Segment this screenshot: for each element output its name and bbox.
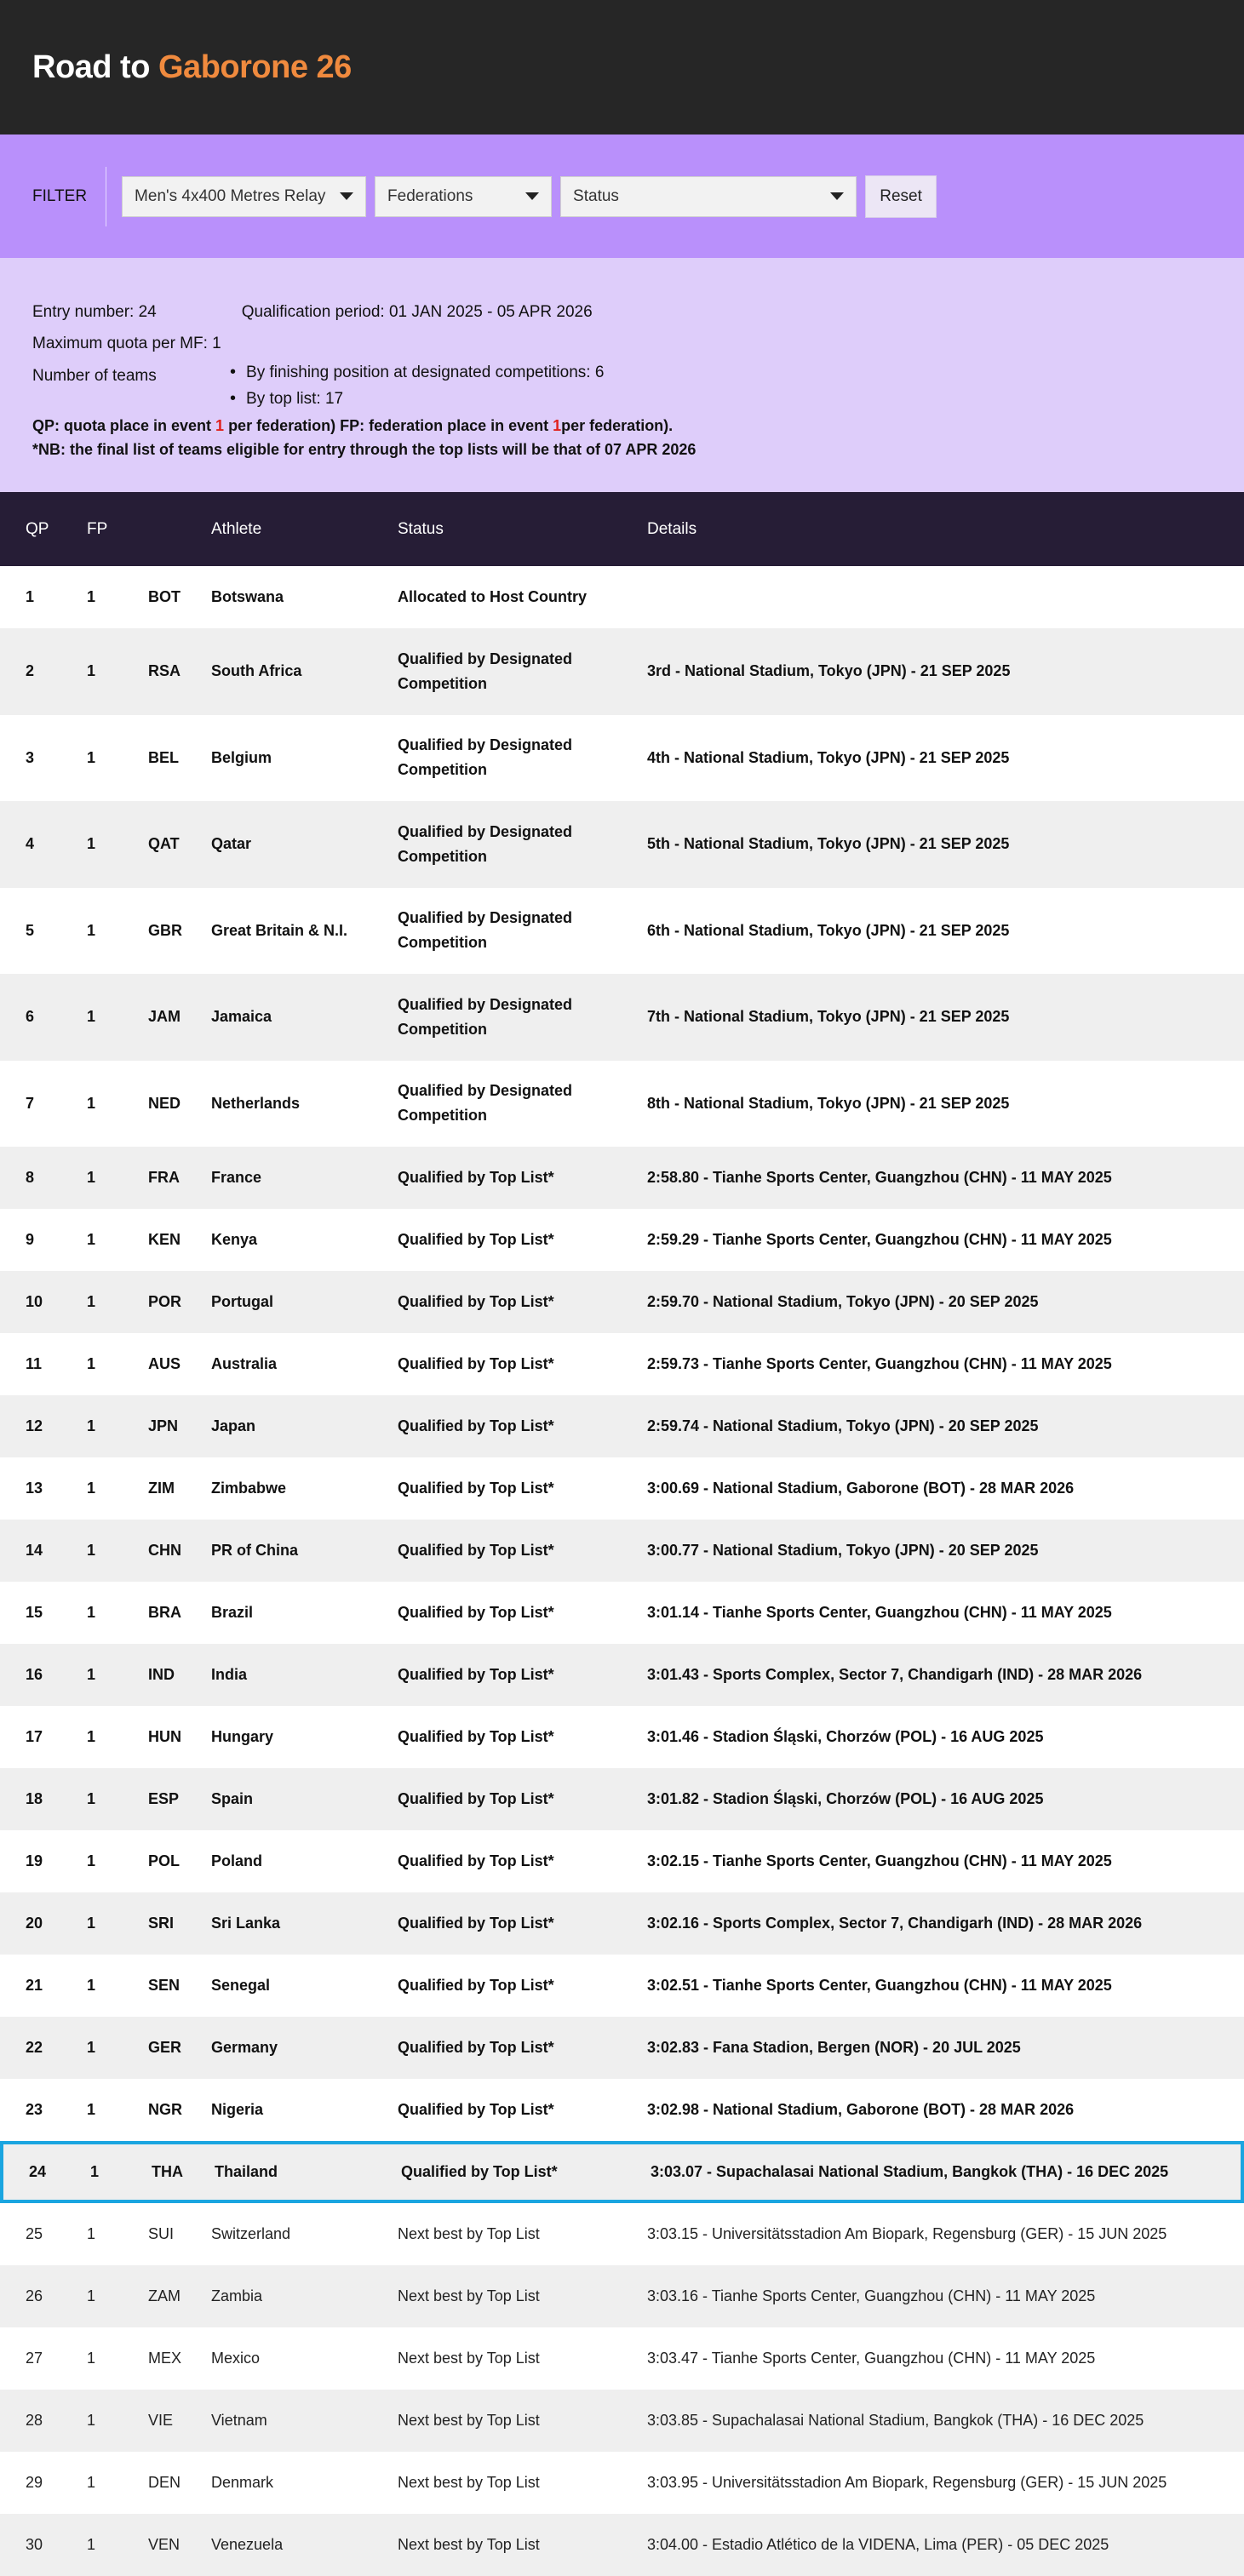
table-row[interactable] [0, 801, 1244, 888]
cell-qp: 27 [26, 2350, 43, 2367]
cell-athlete: Senegal [211, 1977, 271, 1994]
cell-country-code: SUI [148, 2225, 175, 2242]
note-number: 1 [553, 417, 562, 434]
cell-status: Qualified by Designated Competition [398, 650, 573, 692]
cell-athlete: Sri Lanka [211, 1915, 281, 1932]
cell-qp: 18 [26, 1790, 43, 1807]
cell-fp: 1 [87, 1915, 96, 1932]
legend-notes [32, 414, 1212, 461]
cell-fp: 1 [87, 1542, 96, 1559]
cell-fp: 1 [87, 1666, 96, 1683]
cell-athlete: Kenya [211, 1231, 258, 1248]
cell-qp: 4 [26, 835, 35, 853]
cell-qp: 5 [26, 921, 35, 939]
cell-athlete: France [211, 1169, 262, 1186]
cell-qp: 14 [26, 1542, 43, 1559]
cell-status: Qualified by Top List* [398, 1480, 554, 1497]
cell-country-code: SRI [148, 1915, 175, 1932]
teams-item: • By top list: 17 [230, 386, 604, 412]
cell-qp: 28 [26, 2412, 43, 2429]
col-athlete-header[interactable]: Athlete [211, 519, 262, 538]
filter-bar [0, 135, 1244, 258]
cell-athlete: Great Britain & N.I. [211, 921, 348, 939]
cell-country-code: GBR [148, 921, 182, 939]
cell-status: Qualified by Top List* [398, 2101, 554, 2118]
cell-athlete: Hungary [211, 1728, 274, 1745]
col-status-header[interactable]: Status [398, 520, 444, 538]
teams-list [221, 359, 604, 412]
cell-fp: 1 [87, 1790, 96, 1807]
cell-qp: 21 [26, 1977, 43, 1994]
table-row[interactable] [0, 1457, 1244, 1520]
cell-athlete: Switzerland [211, 2225, 291, 2242]
cell-qp: 16 [26, 1666, 43, 1683]
cell-country-code: ESP [148, 1790, 180, 1807]
table-row[interactable] [0, 1061, 1244, 1148]
cell-qp: 19 [26, 1852, 43, 1869]
cell-athlete: Vietnam [211, 2412, 267, 2429]
table-row[interactable] [0, 566, 1244, 628]
cell-details: 3:01.82 - Stadion Śląski, Chorzów (POL) - 16 AUG 2025 [647, 1790, 1044, 1807]
cell-country-code: AUS [148, 1355, 181, 1372]
cell-status: Qualified by Top List* [398, 1977, 554, 1994]
cell-athlete: Netherlands [211, 1094, 301, 1112]
cell-details: 3:01.46 - Stadion Śląski, Chorzów (POL) - 16 AUG 2025 [647, 1728, 1044, 1745]
cell-fp: 1 [87, 921, 96, 939]
cell-details: 3:03.95 - Universitätsstadion Am Biopark, Regensburg (GER) - 15 JUN 2025 [647, 2474, 1167, 2491]
table-row[interactable] [0, 1147, 1244, 1209]
cell-details: 2:58.80 - Tianhe Sports Center, Guangzhou (CHN) - 11 MAY 2025 [647, 1169, 1112, 1186]
cell-details: 6th - National Stadium, Tokyo (JPN) - 21 SEP 2025 [647, 921, 1010, 939]
cell-status: Qualified by Designated Competition [398, 1082, 573, 1125]
cell-status: Qualified by Top List* [398, 1915, 554, 1932]
note-text: per federation) FP: federation place in event [224, 417, 553, 434]
cell-fp: 1 [87, 588, 96, 605]
entry-number: Entry number: 24 [32, 302, 157, 321]
cell-status: Qualified by Top List* [398, 1604, 554, 1621]
cell-fp: 1 [87, 1293, 96, 1310]
cell-athlete: Germany [211, 2039, 278, 2056]
cell-qp: 24 [29, 2163, 47, 2180]
cell-qp: 6 [26, 1008, 35, 1026]
cell-country-code: BRA [148, 1604, 181, 1621]
table-row[interactable] [0, 2452, 1244, 2514]
table-row[interactable] [0, 1582, 1244, 1644]
cell-country-code: DEN [148, 2474, 181, 2491]
cell-status: Qualified by Top List* [398, 1542, 554, 1559]
cell-status: Next best by Top List [398, 2474, 540, 2491]
info-entry-row [32, 296, 1212, 328]
cell-fp: 1 [87, 2412, 96, 2429]
cell-country-code: QAT [148, 835, 180, 853]
reset-button[interactable]: Reset [865, 175, 937, 218]
chevron-down-icon [525, 192, 539, 200]
cell-athlete: Poland [211, 1852, 263, 1869]
cell-fp: 1 [87, 2474, 96, 2491]
cell-fp: 1 [87, 1604, 96, 1621]
table-row[interactable] [0, 1955, 1244, 2017]
cell-country-code: KEN [148, 1231, 181, 1248]
cell-fp: 1 [87, 1728, 96, 1745]
cell-status: Qualified by Top List* [398, 2039, 554, 2056]
cell-athlete: Zimbabwe [211, 1480, 287, 1497]
cell-details: 3:02.16 - Sports Complex, Sector 7, Chandigarh (IND) - 28 MAR 2026 [647, 1915, 1143, 1932]
cell-athlete: Thailand [215, 2163, 278, 2180]
table-row[interactable] [0, 888, 1244, 975]
cell-athlete: Spain [211, 1790, 254, 1807]
cell-country-code: SEN [148, 1977, 181, 1994]
cell-fp: 1 [90, 2163, 100, 2180]
cell-details: 3:03.16 - Tianhe Sports Center, Guangzhou (CHN) - 11 MAY 2025 [647, 2287, 1096, 2304]
cell-fp: 1 [87, 835, 96, 853]
cell-details: 3:03.47 - Tianhe Sports Center, Guangzhou (CHN) - 11 MAY 2025 [647, 2350, 1096, 2367]
cell-country-code: VIE [148, 2412, 174, 2429]
cell-country-code: THA [152, 2163, 183, 2180]
cell-status: Qualified by Top List* [401, 2163, 558, 2180]
table-row[interactable] [0, 1644, 1244, 1706]
cell-qp: 11 [26, 1355, 43, 1372]
cell-athlete: Mexico [211, 2350, 261, 2367]
col-qp-header[interactable]: QP [26, 519, 49, 538]
cell-fp: 1 [87, 1977, 96, 1994]
cell-athlete: Portugal [211, 1293, 274, 1310]
cell-details: 4th - National Stadium, Tokyo (JPN) - 21 SEP 2025 [647, 748, 1010, 766]
cell-country-code: FRA [148, 1169, 180, 1186]
cell-country-code: NED [148, 1094, 181, 1112]
cell-qp: 29 [26, 2474, 43, 2491]
cell-fp: 1 [87, 748, 96, 766]
table-row[interactable] [0, 2017, 1244, 2079]
cell-athlete: PR of China [211, 1542, 298, 1559]
cell-athlete: Qatar [211, 835, 252, 853]
cell-status: Qualified by Top List* [398, 1231, 554, 1248]
table-row[interactable] [0, 1706, 1244, 1768]
cell-status: Qualified by Top List* [398, 1293, 554, 1310]
cell-country-code: HUN [148, 1728, 181, 1745]
nb-note: *NB: the final list of teams eligible for entry through the top lists will be that of 07 APR 2026 [32, 441, 697, 458]
teams-label: Number of teams [32, 367, 157, 385]
table-row[interactable] [0, 1892, 1244, 1955]
qualification-table-body [0, 566, 1244, 2576]
cell-fp: 1 [87, 1355, 96, 1372]
table-row[interactable] [0, 1830, 1244, 1892]
cell-qp: 23 [26, 2101, 43, 2118]
cell-fp: 1 [87, 1169, 96, 1186]
cell-country-code: POR [148, 1293, 182, 1310]
cell-fp: 1 [87, 1094, 96, 1112]
cell-country-code: GER [148, 2039, 182, 2056]
cell-athlete: Nigeria [211, 2101, 264, 2118]
cell-details: 2:59.74 - National Stadium, Tokyo (JPN) - 20 SEP 2025 [647, 1417, 1039, 1434]
cell-country-code: VEN [148, 2536, 181, 2553]
cell-country-code: RSA [148, 662, 181, 680]
cell-qp: 30 [26, 2536, 43, 2553]
table-row[interactable] [0, 2265, 1244, 2327]
chevron-down-icon [830, 192, 844, 200]
cell-status: Qualified by Designated Competition [398, 909, 573, 952]
filter-label: FILTER [32, 167, 106, 226]
cell-status: Next best by Top List [398, 2225, 540, 2242]
federations-select[interactable] [375, 176, 552, 217]
qp-fp-note [32, 414, 1212, 438]
cell-athlete: Zambia [211, 2287, 263, 2304]
cell-athlete: Brazil [211, 1604, 254, 1621]
status-select[interactable] [560, 176, 857, 217]
table-row[interactable] [0, 974, 1244, 1061]
cell-qp: 22 [26, 2039, 43, 2056]
cell-status: Next best by Top List [398, 2287, 540, 2304]
cell-status: Qualified by Top List* [398, 1169, 554, 1186]
table-row[interactable] [0, 2514, 1244, 2576]
cell-status: Next best by Top List [398, 2412, 540, 2429]
table-row[interactable] [0, 1271, 1244, 1333]
page-title[interactable] [32, 49, 352, 86]
event-select[interactable] [122, 176, 366, 217]
teams-item: • By finishing position at designated competitions: 6 [230, 359, 604, 386]
cell-qp: 12 [26, 1417, 43, 1434]
cell-details: 3rd - National Stadium, Tokyo (JPN) - 21 SEP 2025 [647, 662, 1011, 680]
cell-qp: 25 [26, 2225, 43, 2242]
cell-qp: 26 [26, 2287, 43, 2304]
cell-details: 3:01.43 - Sports Complex, Sector 7, Chandigarh (IND) - 28 MAR 2026 [647, 1666, 1143, 1683]
cell-fp: 1 [87, 662, 96, 680]
status-select-value: Status [573, 186, 619, 205]
qualification-period: Qualification period: 01 JAN 2025 - 05 APR 2026 [241, 302, 593, 321]
cell-country-code: IND [148, 1666, 175, 1683]
cell-details: 3:02.51 - Tianhe Sports Center, Guangzhou (CHN) - 11 MAY 2025 [647, 1977, 1112, 1994]
cell-status: Qualified by Top List* [398, 1666, 554, 1683]
note-text: per federation). [561, 417, 674, 434]
chevron-down-icon [340, 192, 353, 200]
cell-fp: 1 [87, 1417, 96, 1434]
cell-athlete: Jamaica [211, 1008, 272, 1026]
cell-fp: 1 [87, 1231, 96, 1248]
cell-details: 3:03.85 - Supachalasai National Stadium, Bangkok (THA) - 16 DEC 2025 [647, 2412, 1144, 2429]
cell-qp: 9 [26, 1231, 35, 1248]
cell-country-code: NGR [148, 2101, 182, 2118]
cell-qp: 13 [26, 1480, 43, 1497]
cell-fp: 1 [87, 1480, 96, 1497]
cell-status: Qualified by Designated Competition [398, 822, 573, 865]
event-select-value: Men's 4x400 Metres Relay [135, 186, 326, 205]
cell-status: Allocated to Host Country [398, 588, 588, 605]
table-row[interactable] [0, 628, 1244, 715]
cell-fp: 1 [87, 2039, 96, 2056]
cell-details: 7th - National Stadium, Tokyo (JPN) - 21 SEP 2025 [647, 1008, 1010, 1026]
cell-qp: 8 [26, 1169, 35, 1186]
cell-country-code: POL [148, 1852, 181, 1869]
cell-fp: 1 [87, 1852, 96, 1869]
federations-select-value: Federations [387, 186, 473, 205]
cell-qp: 20 [26, 1915, 43, 1932]
table-row[interactable] [0, 2079, 1244, 2141]
cell-country-code: MEX [148, 2350, 182, 2367]
title-prefix: Road to [32, 49, 150, 85]
cell-status: Qualified by Top List* [398, 1852, 554, 1869]
table-row[interactable] [0, 1333, 1244, 1395]
col-details-header: Details [647, 519, 697, 538]
cell-qp: 10 [26, 1293, 43, 1310]
table-row[interactable] [0, 2141, 1244, 2203]
cell-fp: 1 [87, 1008, 96, 1026]
cell-country-code: CHN [148, 1542, 181, 1559]
cell-details: 3:02.15 - Tianhe Sports Center, Guangzhou (CHN) - 11 MAY 2025 [647, 1852, 1112, 1869]
cell-status: Qualified by Top List* [398, 1728, 554, 1745]
cell-details: 3:00.77 - National Stadium, Tokyo (JPN) - 20 SEP 2025 [647, 1542, 1039, 1559]
cell-fp: 1 [87, 2101, 96, 2118]
note-number: 1 [215, 417, 225, 434]
cell-details: 3:04.00 - Estadio Atlético de la VIDENA, Lima (PER) - 05 DEC 2025 [647, 2536, 1109, 2553]
cell-qp: 15 [26, 1604, 43, 1621]
cell-details: 8th - National Stadium, Tokyo (JPN) - 21 SEP 2025 [647, 1094, 1010, 1112]
cell-athlete: Australia [211, 1355, 278, 1372]
cell-athlete: Botswana [211, 588, 284, 605]
table-row[interactable] [0, 2203, 1244, 2265]
cell-details: 2:59.29 - Tianhe Sports Center, Guangzhou (CHN) - 11 MAY 2025 [647, 1231, 1112, 1248]
event-info-panel [0, 258, 1244, 492]
cell-country-code: JPN [148, 1417, 179, 1434]
cell-status: Qualified by Top List* [398, 1417, 554, 1434]
cell-status: Next best by Top List [398, 2350, 540, 2367]
cell-athlete: Venezuela [211, 2536, 284, 2553]
max-quota: Maximum quota per MF: 1 [32, 334, 221, 352]
table-header [0, 492, 1244, 566]
cell-qp: 3 [26, 748, 35, 766]
table-row[interactable] [0, 1768, 1244, 1830]
cell-country-code: BEL [148, 748, 179, 766]
cell-fp: 1 [87, 2350, 96, 2367]
table-row[interactable] [0, 1209, 1244, 1271]
cell-status: Qualified by Designated Competition [398, 995, 573, 1038]
cell-qp: 7 [26, 1094, 35, 1112]
cell-details: 3:02.98 - National Stadium, Gaborone (BOT) - 28 MAR 2026 [647, 2101, 1075, 2118]
cell-qp: 17 [26, 1728, 43, 1745]
cell-details: 3:01.14 - Tianhe Sports Center, Guangzhou (CHN) - 11 MAY 2025 [647, 1604, 1112, 1621]
table-row[interactable] [0, 2327, 1244, 2390]
cell-country-code: ZAM [148, 2287, 181, 2304]
cell-athlete: Denmark [211, 2474, 274, 2491]
cell-status: Qualified by Top List* [398, 1790, 554, 1807]
note-text: QP: quota place in event [32, 417, 216, 434]
cell-status: Qualified by Designated Competition [398, 736, 573, 779]
table-row[interactable] [0, 715, 1244, 802]
cell-athlete: India [211, 1666, 248, 1683]
table-row[interactable] [0, 1395, 1244, 1457]
cell-details: 3:03.15 - Universitätsstadion Am Biopark, Regensburg (GER) - 15 JUN 2025 [647, 2225, 1167, 2242]
site-header [0, 0, 1244, 135]
table-row[interactable] [0, 2390, 1244, 2452]
title-accent: Gaborone 26 [158, 49, 352, 85]
cell-details: 3:00.69 - National Stadium, Gaborone (BOT) - 28 MAR 2026 [647, 1480, 1075, 1497]
cell-country-code: ZIM [148, 1480, 175, 1497]
cell-details: 3:03.07 - Supachalasai National Stadium, Bangkok (THA) - 16 DEC 2025 [651, 2163, 1169, 2180]
cell-qp: 1 [26, 588, 35, 605]
table-row[interactable] [0, 1520, 1244, 1582]
cell-details: 2:59.73 - Tianhe Sports Center, Guangzhou (CHN) - 11 MAY 2025 [647, 1355, 1112, 1372]
cell-country-code: JAM [148, 1008, 181, 1026]
cell-status: Qualified by Top List* [398, 1355, 554, 1372]
cell-fp: 1 [87, 2287, 96, 2304]
cell-athlete: Japan [211, 1417, 256, 1434]
cell-qp: 2 [26, 662, 35, 680]
cell-details: 2:59.70 - National Stadium, Tokyo (JPN) - 20 SEP 2025 [647, 1293, 1039, 1310]
cell-status: Next best by Top List [398, 2536, 540, 2553]
cell-fp: 1 [87, 2225, 96, 2242]
cell-country-code: BOT [148, 588, 181, 605]
cell-athlete: South Africa [211, 662, 302, 680]
cell-details: 3:02.83 - Fana Stadion, Bergen (NOR) - 20 JUL 2025 [647, 2039, 1021, 2056]
col-fp-header[interactable]: FP [87, 519, 108, 538]
cell-details: 5th - National Stadium, Tokyo (JPN) - 21 SEP 2025 [647, 835, 1010, 853]
number-of-teams [32, 359, 1212, 412]
cell-athlete: Belgium [211, 748, 272, 766]
cell-fp: 1 [87, 2536, 96, 2553]
